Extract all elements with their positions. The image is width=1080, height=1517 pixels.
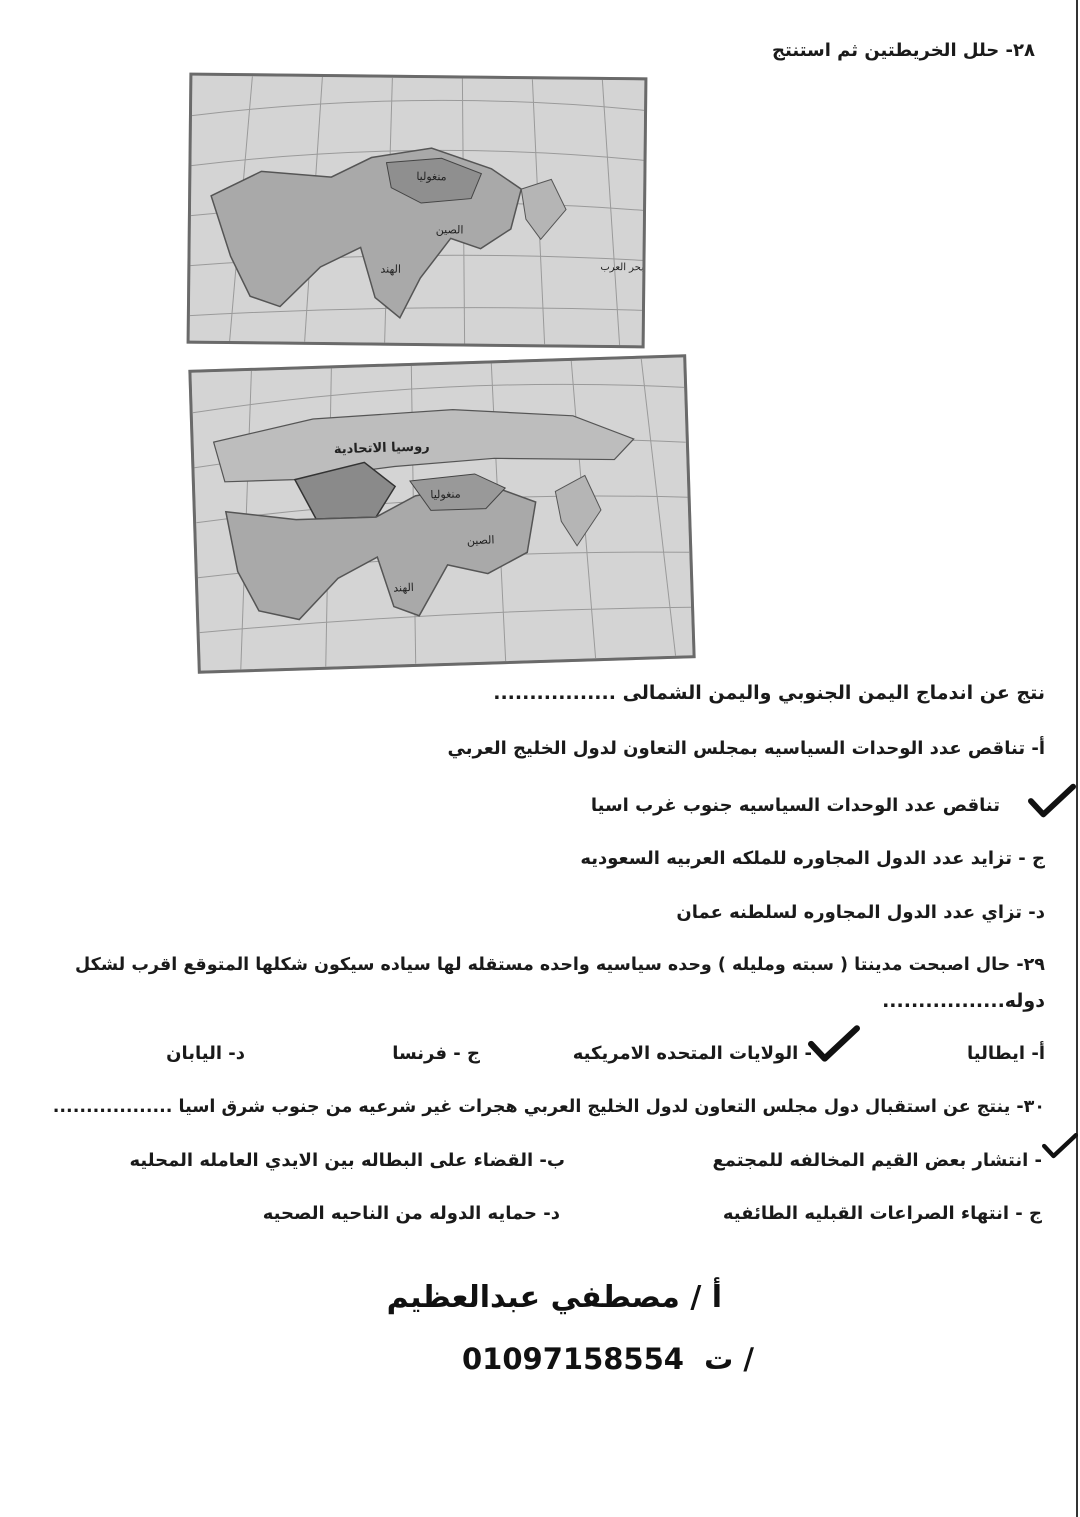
question-30-option-d: د- حمايه الدوله من الناحيه الصحيه xyxy=(262,1203,560,1224)
map-2-label-3: الصين xyxy=(466,533,495,548)
map-1-label-2: الصين xyxy=(435,223,464,237)
question-28-option-a: أ- تناقص عدد الوحدات السياسيه بمجلس التعاون لدول الخليج العربي xyxy=(447,738,1045,759)
question-30-option-b: ب- القضاء على البطاله بين الايدي العامله المحليه xyxy=(129,1150,565,1171)
question-29-option-a: أ- ايطاليا xyxy=(967,1043,1045,1064)
map-1-label-1: منغوليا xyxy=(416,169,447,184)
map-1-drawing xyxy=(190,76,645,346)
question-29-option-b: - الولايات المتحده الامريكيه xyxy=(572,1043,812,1064)
map-2-label-2: منغوليا xyxy=(430,487,461,502)
question-30-option-a: - انتشار بعض القيم المخالفه للمجتمع xyxy=(712,1150,1042,1171)
checkmark-icon xyxy=(1028,783,1076,819)
teacher-name: أ / مصطفي عبدالعظيم xyxy=(386,1280,722,1315)
page-edge-line xyxy=(1076,0,1078,1517)
phone-line xyxy=(462,1342,754,1376)
question-30-stem: ٣٠- ينتج عن استقبال دول مجلس التعاون لدول الخليج العربي هجرات غير شرعيه من جنوب شرق اسيا .................. xyxy=(52,1097,1045,1117)
question-29-option-d: د- اليابان xyxy=(166,1043,245,1064)
phone-number: 01097158554 xyxy=(462,1342,684,1376)
map-2-drawing xyxy=(191,357,692,670)
map-1 xyxy=(187,73,648,349)
question-29-option-c: ج - فرنسا xyxy=(392,1043,480,1064)
map-1-label-3: الهند xyxy=(380,262,402,276)
checkmark-icon xyxy=(1042,1130,1078,1162)
question-29-stem-line-1: ٢٩- حال اصبحت مدينتا ( سبته ومليله ) وحده سياسيه واحده مستقله لها سياده سيكون شكلها المتوقع اقرب لشكل xyxy=(75,955,1045,975)
question-29-stem-line-2: دوله................. xyxy=(882,990,1045,1012)
map-2-label-4: الهند xyxy=(393,580,415,595)
map-2 xyxy=(188,354,695,673)
question-28-title: ٢٨- حلل الخريطتين ثم استنتج xyxy=(772,40,1035,61)
checkmark-icon xyxy=(808,1025,860,1063)
question-28-option-b: تناقص عدد الوحدات السياسيه جنوب غرب اسيا xyxy=(590,795,1000,816)
question-28-option-d: د- تزاي عدد الدول المجاوره لسلطنه عمان xyxy=(676,902,1045,923)
question-28-option-c: ج - تزايد عدد الدول المجاوره للملكه العربيه السعوديه xyxy=(580,848,1045,869)
phone-prefix: ت / xyxy=(704,1342,754,1376)
map-1-label-4: بحر العرب xyxy=(600,261,644,274)
map-2-label-1: روسيا الاتحادية xyxy=(333,439,430,458)
question-28-stem: نتج عن اندماج اليمن الجنوبي واليمن الشمالى ................. xyxy=(493,682,1045,704)
question-30-option-c: ج - انتهاء الصراعات القبليه الطائفيه xyxy=(722,1203,1042,1224)
